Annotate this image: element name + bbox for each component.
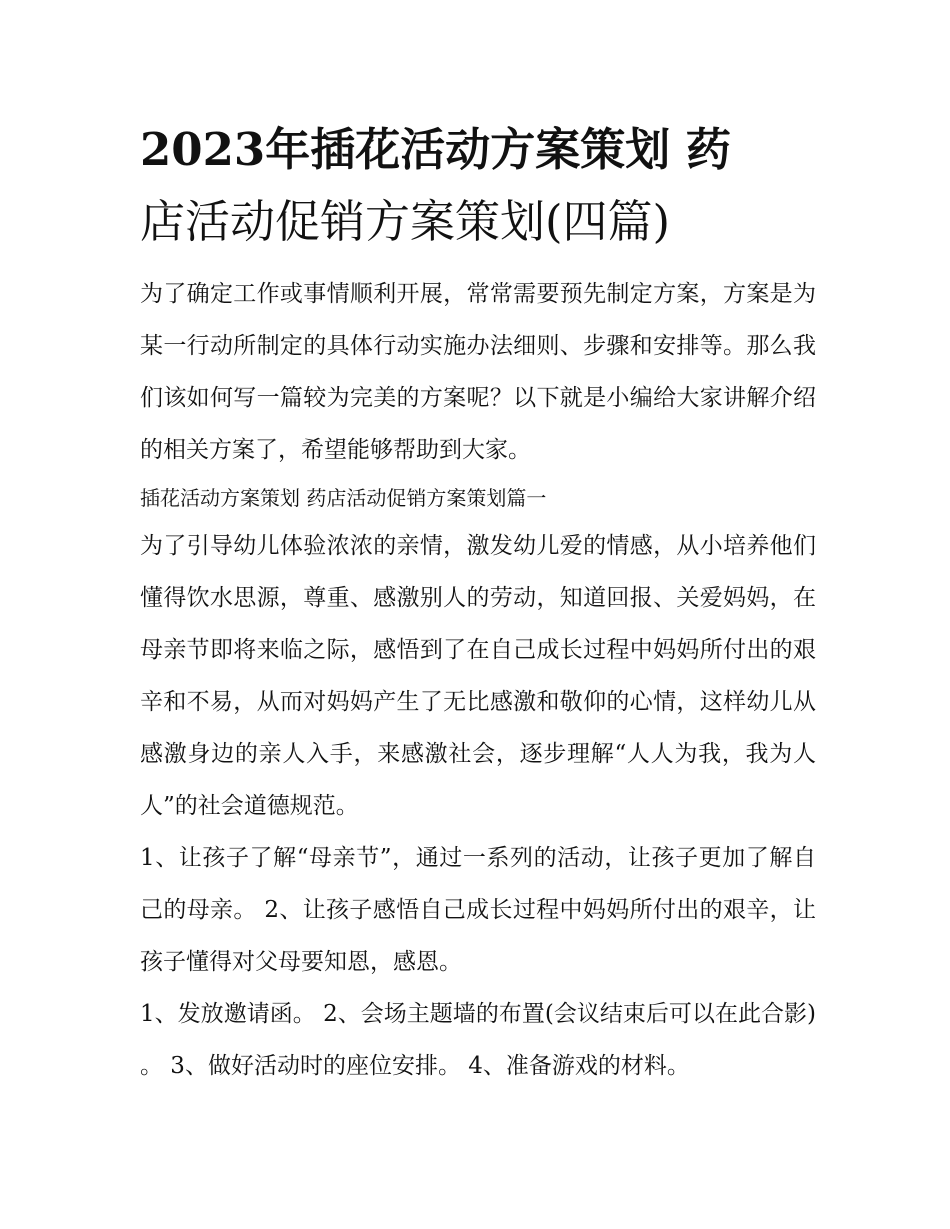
body-paragraph-1: 为了引导幼儿体验浓浓的亲情，激发幼儿爱的情感，从小培养他们懂得饮水思源，尊重、感激别人的劳动，知道回报、关爱妈妈，在母亲节即将来临之际，感悟到了在自己成长过程中妈妈所付出的艰辛和不易，从而对妈妈产生了无比感激和敬仰的心情，这样幼儿从感激身边的亲人入手，来感激社会，逐步理解“人人为我，我为人人”的社会道德规范。 [140, 533, 816, 819]
title-line-2: 店活动促销方案策划(四篇) [140, 195, 671, 248]
document-title [140, 114, 816, 258]
document-body [140, 114, 816, 1092]
intro-paragraph: 为了确定工作或事情顺利开展，常常需要预先制定方案，方案是为某一行动所制定的具体行动实施办法细则、步骤和安排等。那么我们该如何写一篇较为完美的方案呢？以下就是小编给大家讲解介绍的相关方案了，希望能够帮助到大家。 [140, 281, 816, 463]
title-line-1: 2023年插花活动方案策划 药 [140, 123, 731, 176]
body-paragraph-2: 1、让孩子了解“母亲节”，通过一系列的活动，让孩子更加了解自己的母亲。 2、让孩子感悟自己成长过程中妈妈所付出的艰辛，让孩子懂得对父母要知恩，感恩。 [140, 845, 816, 975]
section-heading: 插花活动方案策划 药店活动促销方案策划篇一 [140, 486, 547, 510]
body-paragraph-3: 1、发放邀请函。 2、会场主题墙的布置(会议结束后可以在此合影) 。 3、做好活动时的座位安排。 4、准备游戏的材料。 [140, 1001, 816, 1079]
